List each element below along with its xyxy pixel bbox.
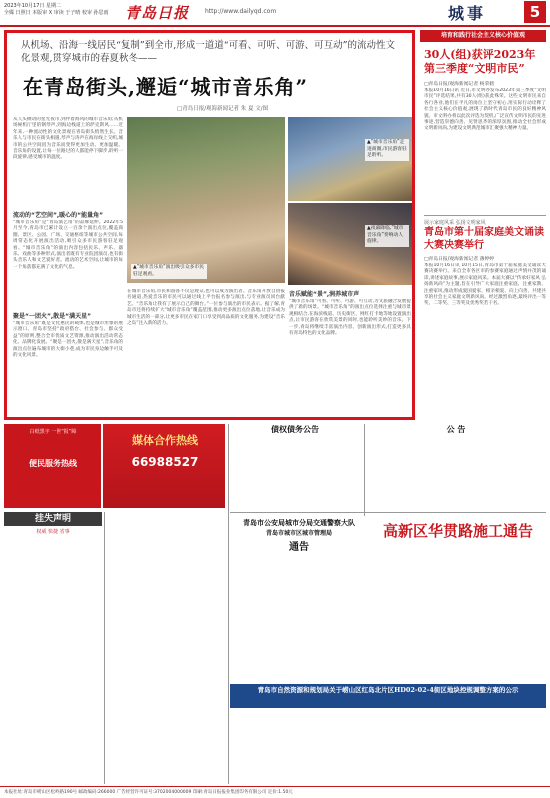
ad-left-hotline: 便民服务热线 <box>29 459 77 468</box>
lead-photo-bottom <box>288 203 412 285</box>
page-footer: 本报社址:青岛市崂山区松岭路190号 邮政编码:266000 广告经营许可证号:3702004000009 印刷:青岛日报报业集团印务有限公司 定价:1.50元 <box>0 786 550 798</box>
notice-traffic-title: 青岛市公安局城市分局交通警察大队 <box>243 518 355 527</box>
right-byline-1: □青岛日报/观海新闻记者 杨荣鹤 <box>424 82 495 87</box>
lead-subhead: 从机场、沿海一线居民“复制”到全市,形成一道道“可看、可听、可游、可互动”的流动性文化景观,贯穿城市的春夏秋冬—— <box>21 40 395 64</box>
right-column-banner: 培育和践行社会主义核心价值观 <box>420 30 546 42</box>
ads-divider-v2 <box>364 424 365 516</box>
photo-caption-main: ▲“城市音乐角”演出吸引众多市民驻足观看。 <box>131 264 207 279</box>
lead-photo-main <box>127 117 285 283</box>
photo-caption-bottom: ▲夜幕降临,“城市音乐角”奏响动人旋律。 <box>365 225 409 247</box>
masthead-info <box>4 3 124 17</box>
website-url[interactable]: http://www.dailyqd.com <box>205 8 277 15</box>
right-headline-2: 青岛市第十届家庭美文诵读大赛决赛举行 <box>424 227 544 251</box>
classified-subtitle: 权威 快捷 省事 <box>36 529 70 535</box>
lead-photo-top <box>288 117 412 201</box>
classified-banner: 挂失声明 <box>4 512 102 526</box>
ad-media-title: 媒体合作热线 <box>132 434 198 447</box>
lead-subhead-3: 音乐赋能“景”,润养城市声 <box>289 291 360 298</box>
lead-body-1: 从人头攒动的星光夜市,到伴着海风的城市音乐角;从机场候机厅里的钢琴声,到海边栈道上的萨克斯风……近年来,一种流动性的文化景观在青岛街头悄然生长。音乐人与市民在街头相遇,琴声与涛声在海岸线上交织,城市的公共空间因为音乐而变得更加生动、更加温暖。音乐角的设置,让每一位路过的人都能停下脚步,聆听一段旋律,感受城市的温度。 <box>13 117 123 161</box>
notice-planning-title: 青岛市自然资源和规划局关于崂山区红岛北片区HD02-02-4街区地块控规调整方案的公示 <box>257 686 519 694</box>
masthead-rule <box>0 25 550 27</box>
section-title: 城事 <box>448 4 487 23</box>
classified-divider <box>104 512 105 784</box>
right-body-2: 本报10月16日讯 10月15日,青岛市第十届家庭美文诵读大赛决赛举行。来自全市各区市的参赛家庭通过声情并茂的诵读,讲述家庭故事,展示家庭风采。本届大赛以“传承好家风 弘扬新风尚”为主题,旨在引导广大家庭注重家庭、注重家教、注重家风,推动形成爱国爱家、相亲相爱、向上向善、共建共享的社会主义家庭文明新风尚。经过激烈角逐,最终评出一等奖、二等奖、三等奖及优秀奖若干名。 <box>424 263 546 307</box>
info-line: 全媒 日照日 本版审 X 审读 于子晴 校审 孙思雨 <box>4 10 109 16</box>
photo-caption-top: ▲“城市音乐角”走进商圈,市民游客驻足聆听。 <box>365 139 409 161</box>
lead-subhead-1: 流动的“艺空间”,暖心的“能量角” <box>13 212 104 219</box>
notice-debt-body <box>230 436 360 496</box>
right-headline-1: 30人(组)获评2023年第三季度“文明市民” <box>424 48 536 75</box>
lead-subhead-2: 聚是“一团火”,散是“满天星” <box>13 313 92 320</box>
ad-media-phone: 66988527 <box>131 455 199 469</box>
notice-debt-title: 债权债务公告 <box>271 424 319 434</box>
lead-body-5: “城市音乐角”可看、可听、可游、可互动,为文旅融合发展提供了新的场景。“城市音乐角”的演出点位选择注重与城市景观相结合,在海滨栈道、历史街区、网红打卡地等地设置演出点,让市民游客在欣赏美景的同时,也能聆听美妙的音乐。下一步,青岛将继续丰富演出内容、创新演出形式,打造更多具有青岛特色的文化品牌。 <box>289 299 411 337</box>
right-divider <box>424 215 546 216</box>
right-body-1: 本报10月16日讯 近日,市文明办发布2023年第三季度“文明市民”评选结果,共有30人(组)获此殊荣。这些文明市民来自各行各业,他们在平凡的岗位上坚守初心,用实际行动诠释了社会主义核心价值观,展现了新时代青岛市民的良好精神风貌。市文明办将以此次评选为契机,广泛宣传文明市民的先进事迹,营造崇德向善、见贤思齐的浓厚氛围,推动全社会形成文明新风尚,为建设文明典范城市汇聚强大精神力量。 <box>424 88 546 132</box>
ad-left-slogan: 白纸黑字 一世“报”障 <box>29 429 77 435</box>
notice-traffic-word: 通告 <box>289 542 309 553</box>
date-line: 2023年10月17日 星期二 <box>4 3 62 9</box>
notice-3-title: 公 告 <box>446 424 466 434</box>
ads-divider-v <box>228 424 229 784</box>
lead-body-2: “城市音乐角”是“青岛演艺角”的品牌延伸。2022年5月至今,青岛市已累计设立一百余个演出点位,覆盖商圈、景区、公园、广场、交通枢纽等城市公共空间,每周常态化开展演出活动,吸引众多市民游客驻足观看。“城市音乐角”的演出内容包括民乐、声乐、器乐、戏曲等多种形式,演出者既有专业院团演员,也有街头音乐人和文艺爱好者。流动的艺术空间,让城市的每一个角落都充满了文化的气息。 <box>13 220 123 270</box>
lead-byline: □青岛日报/观海新闻记者 朱 夏 文/图 <box>177 106 269 112</box>
lead-story-frame <box>4 30 415 420</box>
lead-body-3: “城市音乐角”既是文化惠民的载体,也是城市形象的展示窗口。青岛市坚持“政府搭台、社会参与、群众受益”的原则,整合全市优质文艺资源,推动演出活动常态化、品牌化发展。“聚是一团火,散是满天星”,音乐角的演出点位遍布城市的大街小巷,成为市民身边触手可及的文化风景。 <box>13 321 123 359</box>
lead-headline: 在青岛街头,邂逅“城市音乐角” <box>23 75 308 99</box>
newspaper-logo: 青岛日报 <box>125 4 190 22</box>
notice-road-title: 高新区华贯路施工通告 <box>382 522 533 540</box>
page-number: 5 <box>524 1 546 23</box>
right-byline-2: □青岛日报/观海新闻记者 薄婷婷 <box>424 257 495 262</box>
notice-traffic-subtitle: 青岛市城市区城市管理局 <box>265 530 332 537</box>
right-kicker-2: 展示家庭风采 弘扬文明家风 <box>424 220 486 226</box>
lead-body-4: 在城市音乐角,市民和游客不仅是观众,也可以成为演出者。音乐角开放自由报名通道,热爱音乐的市民可以通过线上平台报名参与演出,与专业演员同台献艺。“音乐角让我有了展示自己的舞台。”一位参与演出的市民表示。据了解,青岛市还将持续扩大“城市音乐角”覆盖范围,推动更多演出点位落地,让音乐成为城市生活的一部分,让更多市民在家门口享受到高品质的文化服务,为建设“音乐之岛”注入新的活力。 <box>127 289 285 327</box>
masthead <box>0 0 550 30</box>
ads-divider-h <box>230 512 546 513</box>
